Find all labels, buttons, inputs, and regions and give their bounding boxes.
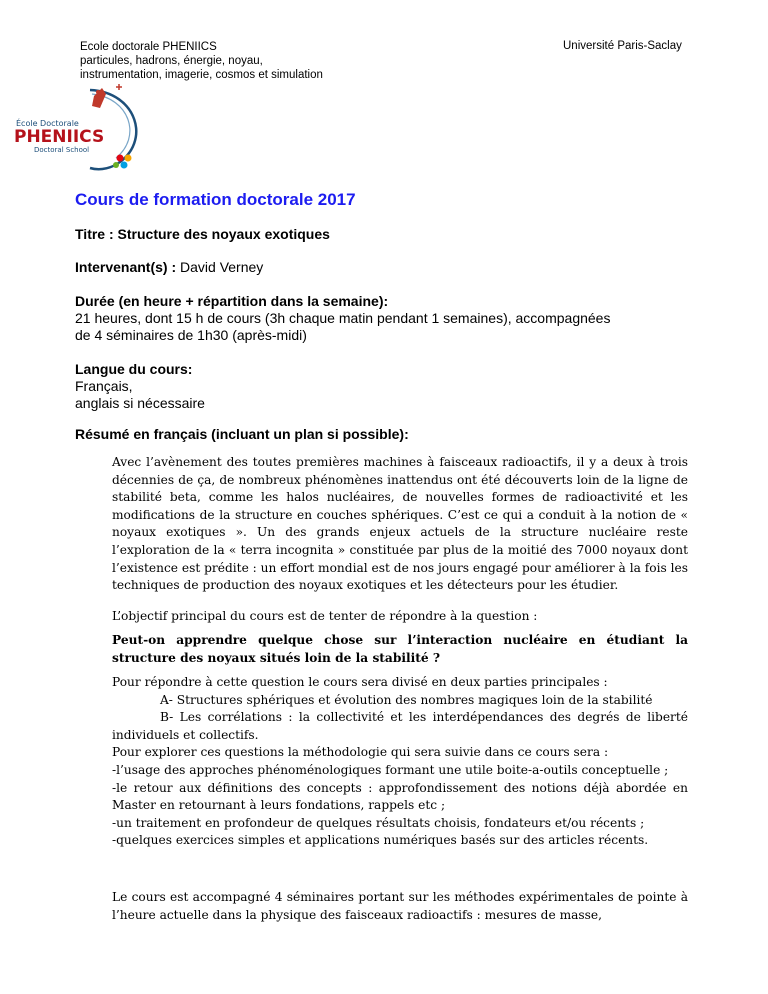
objectif-paragraph [112,608,688,626]
plan-intro: Pour répondre à cette question le cours sera divisé en deux parties principales : [112,675,608,689]
header-school-info [80,40,323,82]
langue-label: Langue du cours: [75,361,193,377]
header-line: Ecole doctorale PHENIICS [80,41,217,53]
method-item: -l’usage des approches phénoménologiques formant une utile boite-a-outils conceptuelle ; [112,762,669,777]
langue-text: Français, [75,378,133,394]
duree-text: de 4 séminaires de 1h30 (après-midi) [75,327,307,343]
header-line: particules, hadrons, énergie, noyau, [80,55,263,67]
logo-text-ecole: École Doctorale [16,119,79,128]
question-text: Peut-on apprendre quelque chose sur l’interaction nucléaire en étudiant la structure des noyaux situés loin de la stabilité ? [112,633,688,665]
plan-paragraph [112,674,688,850]
duree-text: 21 heures, dont 15 h de cours (3h chaque matin pendant 1 semaines), accompagnées [75,310,611,326]
method-item: -le retour aux définitions des concepts : approfondissement des notions déjà abordée en Master en retournant à leurs fondations, rappels etc ; [112,780,688,813]
method-item: -un traitement en profondeur de quelques résultats choisis, fondateurs et/ou récents ; [112,815,645,830]
seminaires-text: Le cours est accompagné 4 séminaires portant sur les méthodes expérimentales de pointe à l’heure actuelle dans la physique des faisceaux radioactifs : mesures de masse, [112,890,688,922]
header-university: Université Paris-Saclay [563,40,682,52]
objectif-text: L’objectif principal du cours est de tenter de répondre à la question : [112,609,538,623]
pheniics-logo [12,82,152,172]
method-intro: Pour explorer ces questions la méthodologie qui sera suivie dans ce cours sera : [112,745,609,760]
resume-text: Avec l’avènement des toutes premières machines à faisceaux radioactifs, il y a deux à trois décennies de ça, de nombreux phénomènes inattendus ont été découverts loin de la ligne de stabilité beta, comme les halos nucléaires, de nouvelles formes de radioactivité et les modifications de la structure en couches sphériques. C’est ce qui a conduit à la notion de « noyaux exotiques ». Un des grands enjeux actuels de la structure nucléaire reste l’exploration de la « terra incognita » constituée par plus de la moitié des 7000 noyaux dont l’existence est prédite : un effort mondial est de nos jours engagé pour améliorer à la fois les techniques de production des noyaux exotiques et les détecteurs pour les étudier. [112,455,688,593]
logo-text-doctoral: Doctoral School [34,146,90,154]
intervenant-value: David Verney [180,259,264,275]
plan-part-a: A- Structures sphériques et évolution des nombres magiques loin de la stabilité [160,692,653,707]
duree-label: Durée (en heure + répartition dans la semaine): [75,293,389,309]
titre-line: Titre : Structure des noyaux exotiques [75,226,330,242]
question-paragraph [112,632,688,667]
intervenant-line [75,259,263,276]
resume-paragraph [112,454,688,595]
intervenant-label: Intervenant(s) : [75,259,181,275]
resume-label: Résumé en français (incluant un plan si possible): [75,426,409,442]
logo-text-pheniics: PHENIICS [14,127,105,147]
duree-block [75,293,610,344]
header-line: instrumentation, imagerie, cosmos et simulation [80,69,323,81]
langue-block [75,361,205,412]
course-title: Cours de formation doctorale 2017 [75,190,356,209]
method-item: -quelques exercices simples et applications numériques basés sur des articles récents. [112,833,649,848]
seminaires-paragraph [112,889,688,924]
langue-text: anglais si nécessaire [75,395,205,411]
plan-part-b: B- Les corrélations : la collectivité et les interdépendances des degrés de liberté individuels et collectifs. [112,710,688,742]
